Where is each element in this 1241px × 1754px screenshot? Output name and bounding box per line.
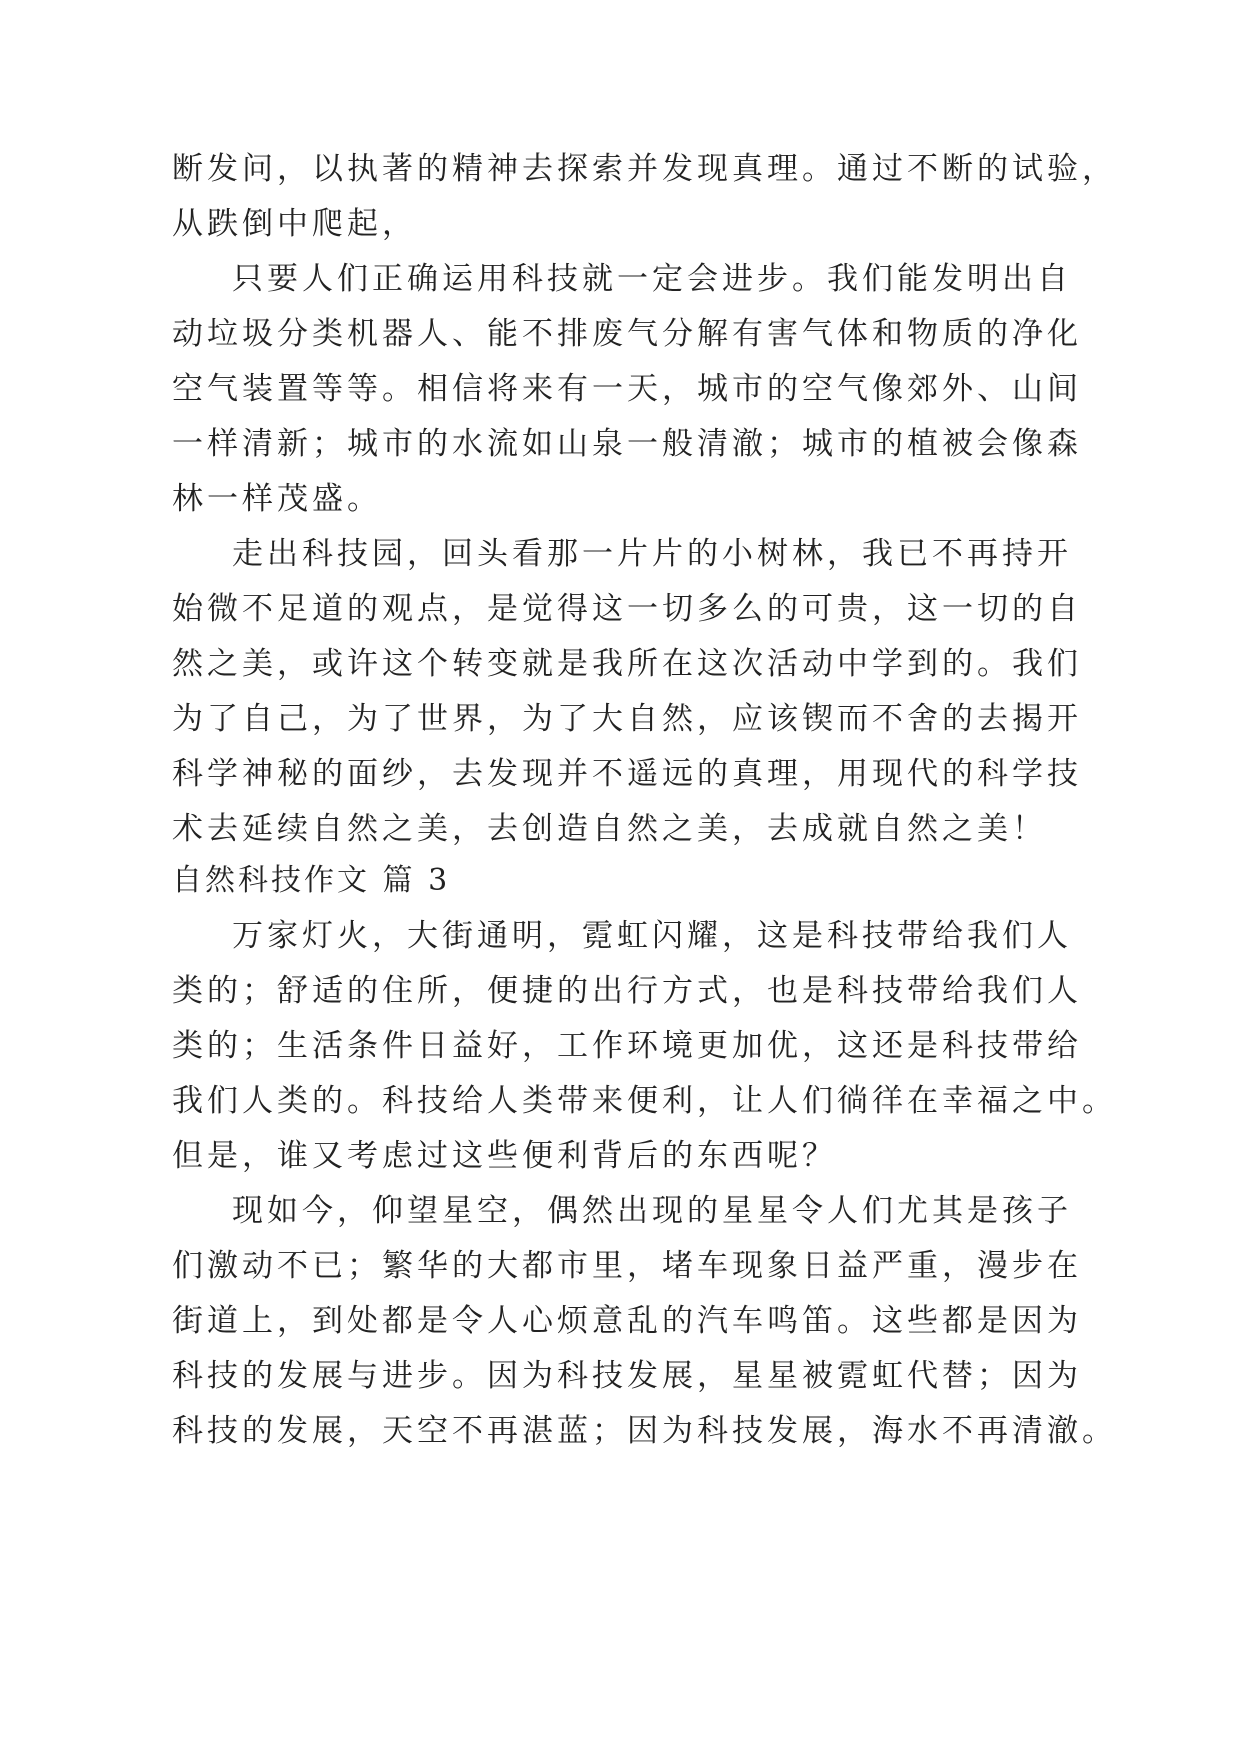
p2-line-1: 只要人们正确运用科技就一定会进步。我们能发明出自 — [232, 261, 1072, 297]
p3-line-2: 始微不足道的观点，是觉得这一切多么的可贵，这一切的自 — [172, 591, 1082, 627]
p4-line-3: 类的；生活条件日益好，工作环境更加优，这还是科技带给 — [172, 1028, 1082, 1064]
p4-line-2: 类的；舒适的住所，便捷的出行方式，也是科技带给我们人 — [172, 973, 1082, 1009]
p5-line-2: 们激动不已；繁华的大都市里，堵车现象日益严重，漫步在 — [172, 1248, 1082, 1284]
p3-line-4: 为了自己，为了世界，为了大自然，应该锲而不舍的去揭开 — [172, 701, 1082, 737]
p2-line-3: 空气装置等等。相信将来有一天，城市的空气像郊外、山间 — [172, 371, 1082, 407]
p1-line-2: 从跌倒中爬起， — [172, 206, 417, 242]
p3-line-5: 科学神秘的面纱，去发现并不遥远的真理，用现代的科学技 — [172, 756, 1082, 792]
section-heading: 自然科技作文 篇 3 — [172, 863, 451, 898]
p3-line-1: 走出科技园，回头看那一片片的小树林，我已不再持开 — [232, 536, 1072, 572]
p4-line-4: 我们人类的。科技给人类带来便利，让人们徜徉在幸福之中。 — [172, 1083, 1117, 1119]
p4-line-1: 万家灯火，大街通明，霓虹闪耀，这是科技带给我们人 — [232, 918, 1072, 954]
p3-line-3: 然之美，或许这个转变就是我所在这次活动中学到的。我们 — [172, 646, 1082, 682]
p3-line-6: 术去延续自然之美，去创造自然之美，去成就自然之美！ — [172, 811, 1047, 847]
p1-line-1: 断发问，以执著的精神去探索并发现真理。通过不断的试验， — [172, 151, 1117, 187]
p2-line-4: 一样清新；城市的水流如山泉一般清澈；城市的植被会像森 — [172, 426, 1082, 462]
p5-line-4: 科技的发展与进步。因为科技发展，星星被霓虹代替；因为 — [172, 1358, 1082, 1394]
p4-line-5: 但是，谁又考虑过这些便利背后的东西呢？ — [172, 1138, 837, 1174]
p2-line-5: 林一样茂盛。 — [172, 481, 382, 517]
p5-line-3: 街道上，到处都是令人心烦意乱的汽车鸣笛。这些都是因为 — [172, 1303, 1082, 1339]
p2-line-2: 动垃圾分类机器人、能不排废气分解有害气体和物质的净化 — [172, 316, 1082, 352]
p5-line-1: 现如今，仰望星空，偶然出现的星星令人们尤其是孩子 — [232, 1193, 1072, 1229]
p5-line-5: 科技的发展，天空不再湛蓝；因为科技发展，海水不再清澈。 — [172, 1413, 1117, 1449]
